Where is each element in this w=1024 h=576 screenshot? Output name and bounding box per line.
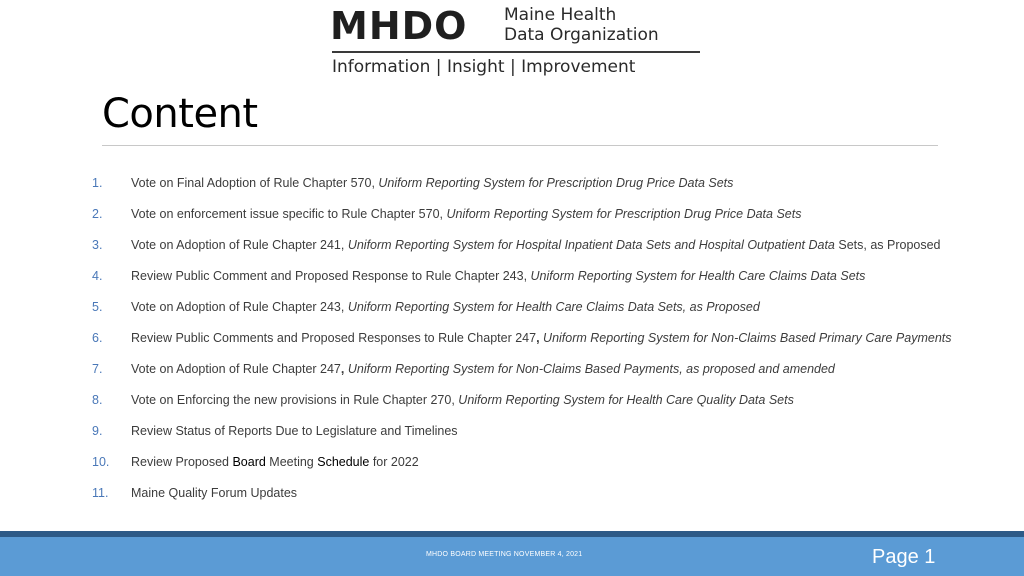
agenda-text-italic: Uniform Reporting System for Non-Claims Based Payments, as proposed and amended (344, 362, 835, 376)
agenda-text-italic: Uniform Reporting System for Prescription Drug Price Data Sets (446, 207, 802, 221)
agenda-text (131, 231, 941, 259)
agenda-text-plain: Review Public Comments and Proposed Responses to Rule Chapter 247 (131, 331, 537, 345)
agenda-number: 5. (92, 300, 103, 314)
logo-tagline: Information | Insight | Improvement (332, 57, 636, 77)
agenda-text-plain: Vote on Adoption of Rule Chapter 247 (131, 362, 341, 376)
agenda-text-suffix: Sets, as Proposed (834, 238, 941, 252)
footer-bar (0, 537, 1024, 576)
logo-mark: MHDO (330, 4, 468, 48)
mhdo-logo (330, 4, 702, 80)
agenda-text (131, 448, 419, 476)
agenda-number: 1. (92, 176, 103, 190)
logo-name-line2: Data Organization (504, 25, 659, 45)
agenda-text-plain: Vote on Final Adoption of Rule Chapter 570, (131, 176, 379, 190)
title-divider (102, 145, 938, 146)
agenda-number: 3. (92, 238, 103, 252)
agenda-text-plain: Review Public Comment and Proposed Response to Rule Chapter 243, (131, 269, 531, 283)
agenda-text-italic: Uniform Reporting System for Health Care Claims Data Sets, as Proposed (347, 300, 760, 314)
agenda-text (131, 169, 733, 197)
agenda-number: 9. (92, 424, 103, 438)
agenda-text-emphasis: Board (232, 455, 266, 469)
agenda-text (131, 479, 297, 507)
agenda-text-italic: Uniform Reporting System for Hospital Inpatient Data Sets and Hospital Outpatient Data (347, 238, 835, 252)
agenda-text-plain: Review Status of Reports Due to Legislature and Timelines (131, 424, 458, 438)
agenda-text-suffix: for 2022 (369, 455, 419, 469)
agenda-number: 10. (92, 455, 110, 469)
agenda-text-plain: Review Proposed (131, 455, 233, 469)
agenda-number: 8. (92, 393, 103, 407)
agenda-text-bold: , (340, 362, 345, 376)
agenda-text (131, 355, 835, 383)
agenda-number: 11. (92, 486, 109, 500)
slide-title: Content (102, 91, 258, 137)
agenda-text (131, 386, 794, 414)
agenda-text-italic: Uniform Reporting System for Health Care Quality Data Sets (458, 393, 794, 407)
agenda-number: 6. (92, 331, 103, 345)
agenda-text (131, 293, 760, 321)
agenda-text-plain: Vote on Adoption of Rule Chapter 241, (131, 238, 348, 252)
logo-name-line1: Maine Health (504, 5, 617, 25)
agenda-text-plain: Meeting (265, 455, 318, 469)
agenda-text-italic: Uniform Reporting System for Non-Claims Based Primary Care Payments (539, 331, 952, 345)
agenda-text-emphasis: Schedule (317, 455, 370, 469)
agenda-text-bold: , (536, 331, 540, 345)
agenda-text-italic: Uniform Reporting System for Prescription Drug Price Data Sets (378, 176, 734, 190)
agenda-text-plain: Vote on Adoption of Rule Chapter 243, (131, 300, 348, 314)
agenda-text-plain: Vote on Enforcing the new provisions in Rule Chapter 270, (131, 393, 459, 407)
agenda-number: 4. (92, 269, 103, 283)
footer-meeting-text: MHDO BOARD MEETING NOVEMBER 4, 2021 (426, 551, 583, 558)
logo-org-name (504, 5, 659, 45)
agenda-text-plain: Maine Quality Forum Updates (131, 486, 298, 500)
agenda-text (131, 417, 458, 445)
logo-divider (332, 51, 700, 53)
page-number: Page 1 (872, 546, 936, 568)
agenda-number: 2. (92, 207, 103, 221)
agenda-text (131, 200, 801, 228)
agenda-text-plain: Vote on enforcement issue specific to Rule Chapter 570, (131, 207, 447, 221)
agenda-number: 7. (92, 362, 103, 376)
agenda-text-italic: Uniform Reporting System for Health Care Claims Data Sets (530, 269, 866, 283)
agenda-text (131, 262, 865, 290)
agenda-text (131, 324, 952, 352)
